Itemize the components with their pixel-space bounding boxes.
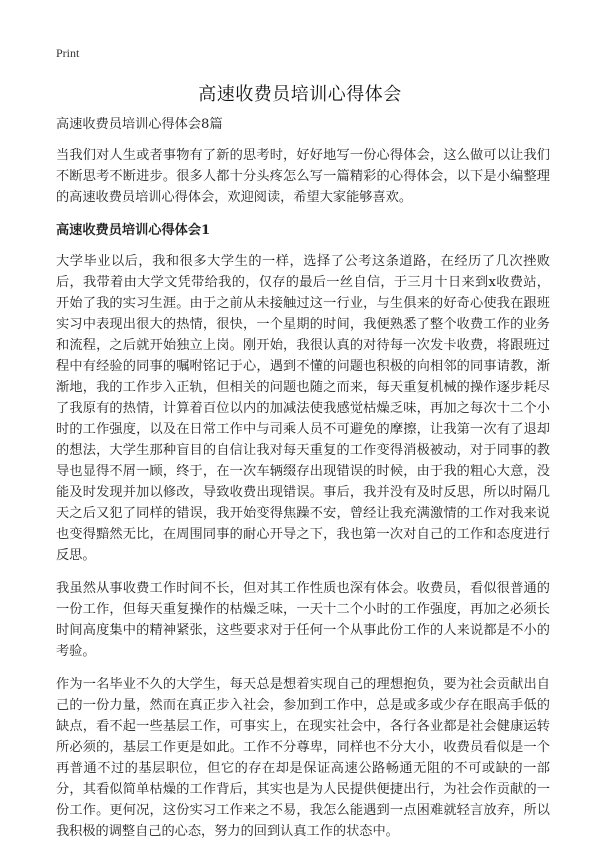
intro-paragraph: 当我们对人生或者事物有了新的思考时，好好地写一份心得体会，这么做可以让我们不断思考不断进步。很多人都十分头疼怎么写一篇精彩的心得体会，以下是小编整理的高速收费员培训心得体会，欢迎阅读，希望大家能够喜欢。 bbox=[56, 148, 550, 205]
article-subtitle: 高速收费员培训心得体会8篇 bbox=[56, 117, 223, 132]
print-link[interactable]: Print bbox=[56, 46, 80, 60]
body-paragraph: 作为一名毕业不久的大学生，每天总是想着实现自己的理想抱负，要为社会贡献出自己的一份力量，然而在真正步入社会，参加到工作中，总是或多或少存在眼高手低的缺点，看不起一些基层工作，可事实上，在现实社会中，各行各业都是社会健康运转所必须的，基层工作更是如此。工作不分尊卑，同样也不分大小，收费员看似是一个再普通不过的基层职位，但它的存在却是保证高速公路畅通无阻的不可或缺的一部分，其看似简单枯燥的工作背后，其实也是为人民提供便捷出行，为社会作贡献的一份工作。更何况，这份实习工作来之不易，我怎么能遇到一点困难就轻言放弃，所以我积极的调整自己的心态，努力的回到认真工作的状态中。 bbox=[56, 677, 550, 839]
article-body bbox=[56, 114, 550, 854]
body-paragraph: 我虽然从事收费工作时间不长，但对其工作性质也深有体会。收费员，看似很普通的一份工作，但每天重复操作的枯燥乏味，一天十二个小时的工作强度，再加之必须长时间高度集中的精神紧张，这些要求对于任何一个从事此份工作的人来说都是不小的考验。 bbox=[56, 581, 550, 659]
page-title: 高速收费员培训心得体会 bbox=[198, 84, 402, 105]
body-paragraph: 大学毕业以后，我和很多大学生的一样，选择了公考这条道路，在经历了几次挫败后，我带着由大学文凭带给我的，仅存的最后一丝自信，于三月十日来到x收费站，开始了我的实习生涯。由于之前从未接触过这一行业，与生俱来的好奇心使我在跟班实习中表现出很大的热情，很快，一个星期的时间，我便熟悉了整个收费工作的业务和流程，之后就开始独立上岗。刚开始，我很认真的对待每一次发卡收费，将跟班过程中有经验的同事的嘱咐铭记于心，遇到不懂的问题也积极的向相邻的同事请教，渐渐地，我的工作步入正轨，但相关的问题也随之而来，每天重复机械的操作逐步耗尽了我原有的热情，计算着百位以内的加减法使我感觉枯燥乏味，再加之每次十二个小时的工作强度，以及在日常工作中与司乘人员不可避免的摩擦，让我第一次有了退却的想法，大学生那种盲目的自信让我对每天重复的工作变得消极被动，对于同事的教导也显得不屑一顾，终于，在一次车辆缀存出现错误的时候，由于我的粗心大意，没能及时发现并加以修改，导致收费出现错误。事后，我并没有及时反思，所以时隔几天之后又犯了同样的错误，我开始变得焦躁不安，曾经让我充满激情的工作对我来说也变得黯然无比，在周围同事的耐心开导之下，我也第一次对自己的工作和态度进行反思。 bbox=[56, 254, 550, 563]
section-heading: 高速收费员培训心得体会1 bbox=[56, 223, 211, 238]
